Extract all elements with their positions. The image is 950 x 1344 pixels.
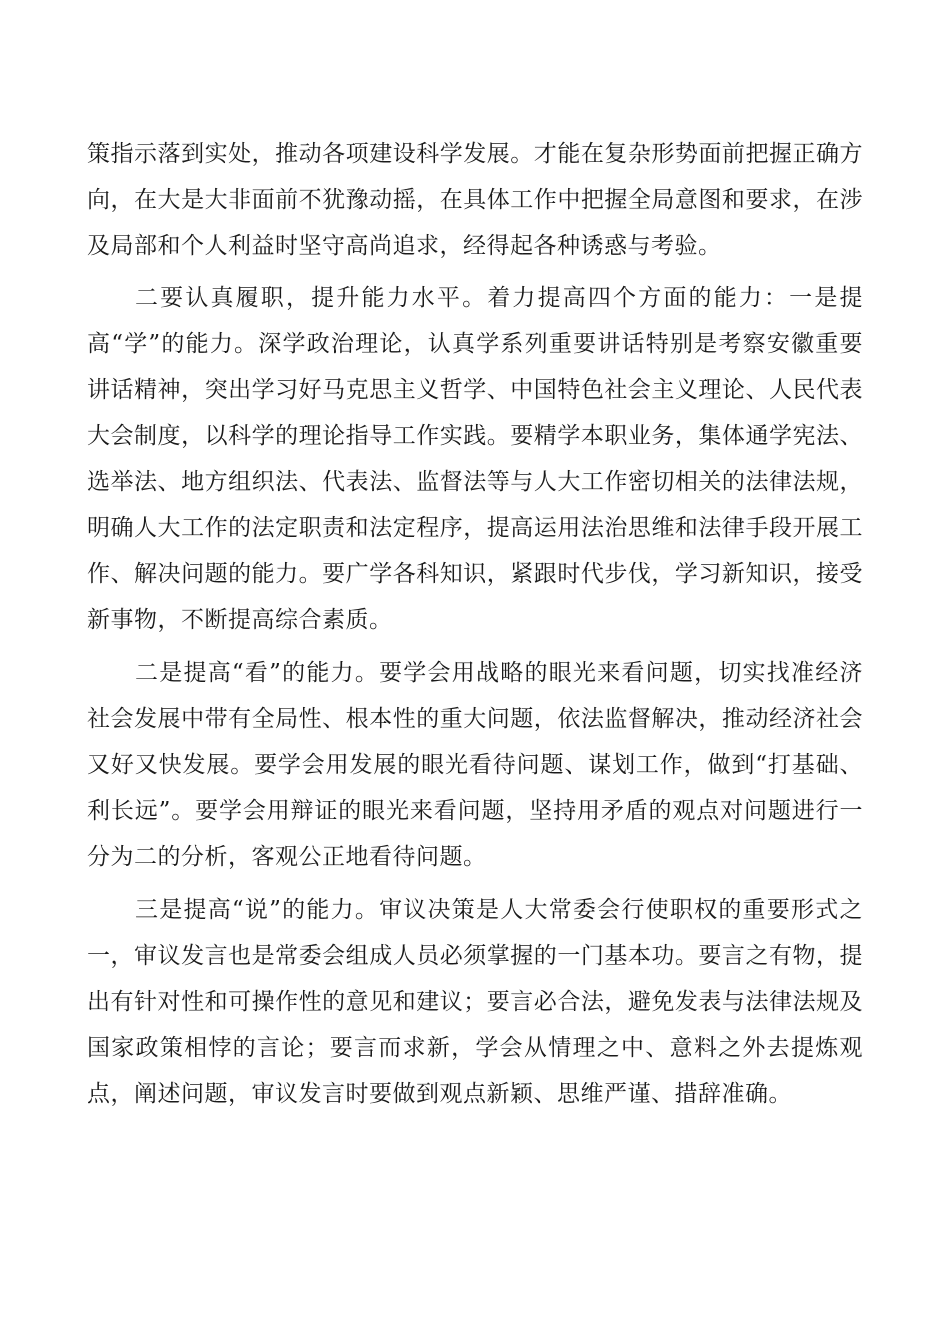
paragraph-4: 三是提高“说”的能力。审议决策是人大常委会行使职权的重要形式之一，审议发言也是常委会组成人员必须掌握的一门基本功。要言之有物，提出有针对性和可操作性的意见和建议；要言必合法，避免发表与法律法规及国家政策相悖的言论；要言而求新，学会从情理之中、意料之外去提炼观点，阐述问题，审议发言时要做到观点新颖、思维严谨、措辞准确。: [87, 897, 863, 1107]
body-text: [87, 131, 863, 1117]
paragraph-1: 策指示落到实处，推动各项建设科学发展。才能在复杂形势面前把握正确方向，在大是大非面前不犹豫动摇，在具体工作中把握全局意图和要求，在涉及局部和个人利益时坚守高尚追求，经得起各种诱惑与考验。: [87, 141, 863, 259]
paragraph-3: 二是提高“看”的能力。要学会用战略的眼光来看问题，切实找准经济社会发展中带有全局性、根本性的重大问题，依法监督解决，推动经济社会又好又快发展。要学会用发展的眼光看待问题、谋划工作，做到“打基础、利长远”。要学会用辩证的眼光来看问题，坚持用矛盾的观点对问题进行一分为二的分析，客观公正地看待问题。: [87, 660, 863, 870]
paragraph-2: 二要认真履职，提升能力水平。着力提高四个方面的能力：一是提高“学”的能力。深学政治理论，认真学系列重要讲话特别是考察安徽重要讲话精神，突出学习好马克思主义哲学、中国特色社会主义理论、人民代表大会制度，以科学的理论指导工作实践。要精学本职业务，集体通学宪法、选举法、地方组织法、代表法、监督法等与人大工作密切相关的法律法规，明确人大工作的法定职责和法定程序，提高运用法治思维和法律手段开展工作、解决问题的能力。要广学各科知识，紧跟时代步伐，学习新知识，接受新事物，不断提高综合素质。: [87, 285, 863, 633]
